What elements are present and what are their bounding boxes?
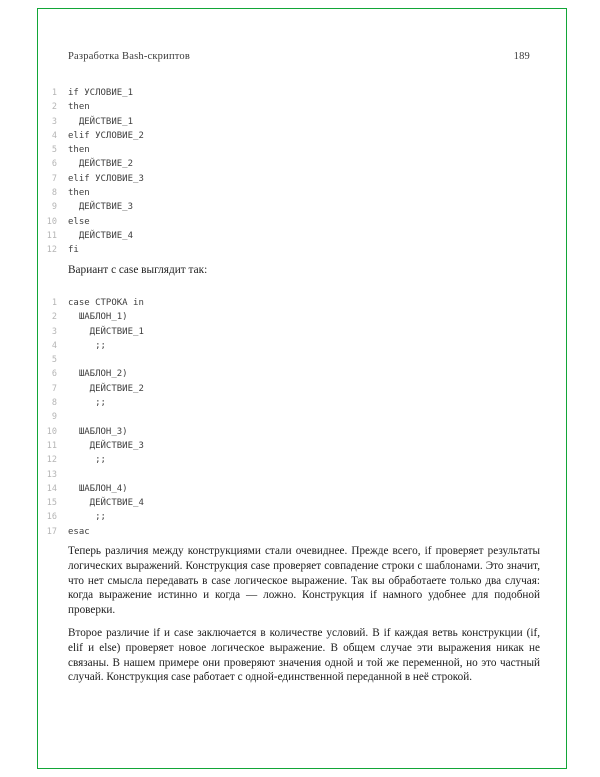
listing-line xyxy=(42,310,144,324)
line-number: 6 xyxy=(51,159,57,170)
line-code: fi xyxy=(68,245,79,256)
listing-line xyxy=(42,172,144,186)
line-number: 16 xyxy=(46,512,57,523)
line-code: ШАБЛОН_4) xyxy=(68,483,128,494)
line-number: 12 xyxy=(46,245,57,256)
line-number: 12 xyxy=(46,455,57,466)
body-paragraph-1: Теперь различия между конструкциями стали очевиднее. Прежде всего, if проверяет результаты логических выражений. Конструкция case проверяет совпадение строки с шаблонами. Это значит, что нет смысла передавать в case логическое выражение. Так вы обработаете только два случая: когда выражение истинно и когда — ложно. Конструкция if намного удобнее для подобной проверки. xyxy=(68,545,540,617)
running-title: Разработка Bash-скриптов xyxy=(68,51,191,62)
line-code: ДЕЙСТВИЕ_4 xyxy=(68,498,144,509)
listing-line xyxy=(42,325,144,339)
line-number: 14 xyxy=(46,483,57,494)
listing-line xyxy=(42,367,144,381)
listing-line xyxy=(42,496,144,510)
line-number: 1 xyxy=(51,88,57,98)
line-number: 7 xyxy=(51,173,57,184)
line-code: ;; xyxy=(68,340,106,351)
line-code: then xyxy=(68,188,90,199)
listing-line xyxy=(42,143,144,157)
line-number: 13 xyxy=(46,469,57,480)
listing-line xyxy=(42,396,144,410)
line-code: ;; xyxy=(68,512,106,523)
line-code: ДЕЙСТВИЕ_1 xyxy=(68,326,144,337)
listing-line xyxy=(42,229,144,243)
line-code: esac xyxy=(68,526,90,537)
line-number: 4 xyxy=(51,130,57,141)
line-code: ДЕЙСТВИЕ_2 xyxy=(68,383,144,394)
line-number: 8 xyxy=(51,188,57,199)
line-number: 2 xyxy=(51,312,57,323)
line-code: ДЕЙСТВИЕ_3 xyxy=(68,440,144,451)
listing-line xyxy=(42,410,144,424)
line-number: 4 xyxy=(51,340,57,351)
line-number: 17 xyxy=(46,526,57,537)
body-text xyxy=(68,544,540,693)
listing-line xyxy=(42,100,144,114)
listing-line xyxy=(42,200,144,214)
listing-line xyxy=(42,157,144,171)
line-number: 11 xyxy=(46,440,57,451)
line-number: 6 xyxy=(51,369,57,380)
line-number: 2 xyxy=(51,102,57,113)
body-paragraph-2: Второе различие if и case заключается в количестве условий. В if каждая ветвь конструкции (if, elif и else) проверяет новое логическое выражение. В общем случае эти выражения никак не связаны. В нашем примере они проверяют значения одной и той же переменной, но это частный случай. Конструкция case работает с одной-единственной переданной в неё строкой. xyxy=(68,626,540,684)
listing-line xyxy=(42,382,144,396)
line-number: 11 xyxy=(46,230,57,241)
page-number: 189 xyxy=(513,51,530,62)
listing-line xyxy=(42,353,144,367)
line-number: 5 xyxy=(51,145,57,156)
listing-line xyxy=(42,453,144,467)
line-code: ШАБЛОН_3) xyxy=(68,426,128,437)
line-number: 3 xyxy=(51,326,57,337)
line-code: ДЕЙСТВИЕ_4 xyxy=(68,230,134,241)
line-code: case СТРОКА in xyxy=(68,298,144,308)
line-code: elif УСЛОВИЕ_3 xyxy=(68,173,144,184)
listing-line xyxy=(42,525,144,539)
line-number: 15 xyxy=(46,498,57,509)
line-code: ;; xyxy=(68,455,106,466)
line-number: 7 xyxy=(51,383,57,394)
listing-line xyxy=(42,425,144,439)
listing-line xyxy=(42,468,144,482)
page-header xyxy=(68,51,530,62)
intro-case-text: Вариант с case выглядит так: xyxy=(68,264,208,276)
line-number: 10 xyxy=(46,216,57,227)
line-code: ДЕЙСТВИЕ_2 xyxy=(68,159,134,170)
line-code: if УСЛОВИЕ_1 xyxy=(68,88,134,98)
code-listing-if xyxy=(42,86,144,258)
listing-line xyxy=(42,296,144,310)
listing-line xyxy=(42,482,144,496)
line-number: 5 xyxy=(51,355,57,366)
listing-line xyxy=(42,339,144,353)
line-number: 3 xyxy=(51,116,57,127)
listing-line xyxy=(42,510,144,524)
line-number: 10 xyxy=(46,426,57,437)
line-code: ШАБЛОН_1) xyxy=(68,312,128,323)
listing-line xyxy=(42,129,144,143)
listing-line xyxy=(42,439,144,453)
listing-line xyxy=(42,86,144,100)
line-code: then xyxy=(68,145,90,156)
line-code: then xyxy=(68,102,90,113)
line-number: 1 xyxy=(51,298,57,308)
line-code: ДЕЙСТВИЕ_1 xyxy=(68,116,134,127)
line-number: 8 xyxy=(51,398,57,409)
line-number: 9 xyxy=(51,412,57,423)
listing-line xyxy=(42,186,144,200)
line-code: ;; xyxy=(68,398,106,409)
listing-line xyxy=(42,243,144,257)
line-code: ДЕЙСТВИЕ_3 xyxy=(68,202,134,213)
line-number: 9 xyxy=(51,202,57,213)
listing-line xyxy=(42,115,144,129)
code-listing-case xyxy=(42,296,144,539)
line-code: ШАБЛОН_2) xyxy=(68,369,128,380)
line-code: else xyxy=(68,216,90,227)
line-code: elif УСЛОВИЕ_2 xyxy=(68,130,144,141)
listing-line xyxy=(42,215,144,229)
